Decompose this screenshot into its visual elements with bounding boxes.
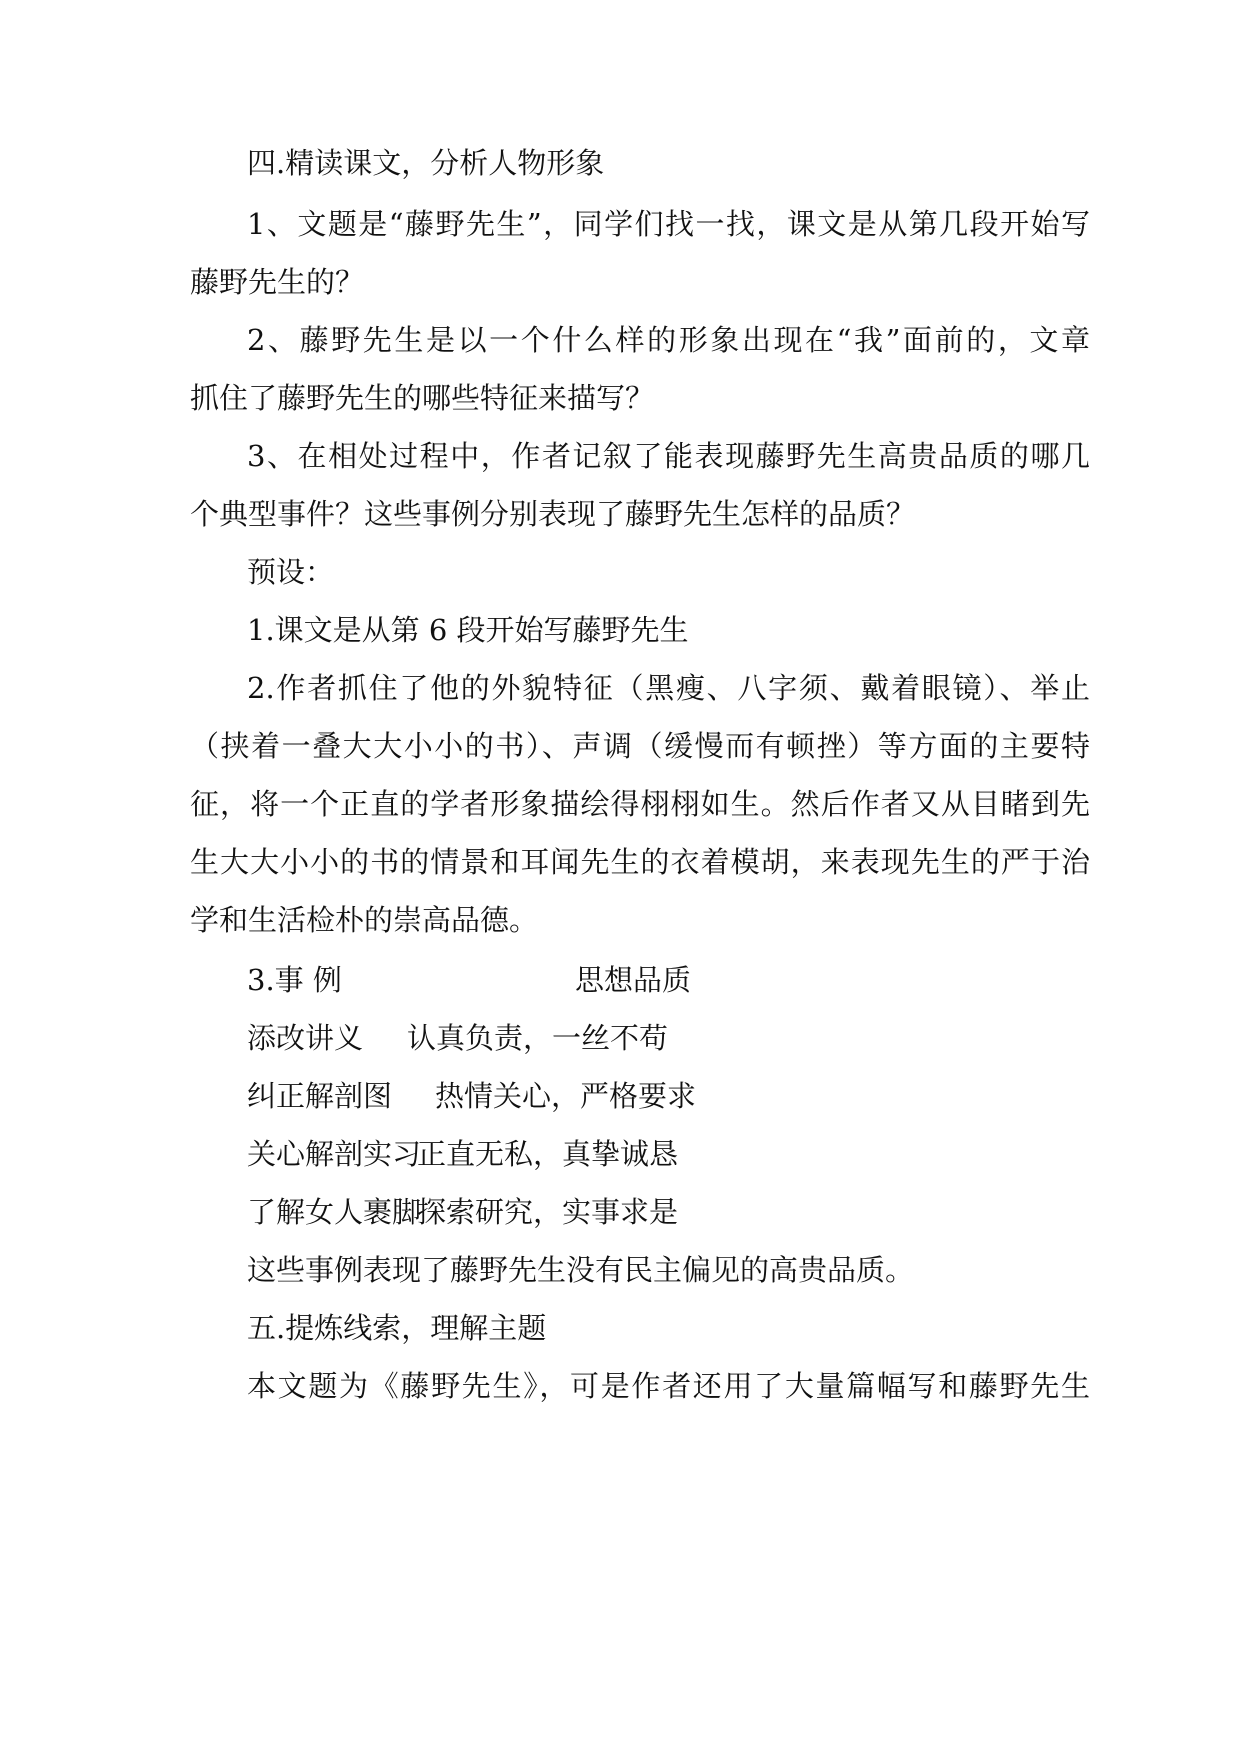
table-row-event: 关心解剖实习 <box>247 1137 422 1171</box>
question-2-line-1: 2、藤野先生是以一个什么样的形象出现在“我”面前的，文章 <box>247 323 1090 357</box>
table-row-quality: 探索研究，实事求是 <box>417 1195 679 1229</box>
table-row <box>247 1076 1090 1116</box>
answer-2-line-2: （挟着一叠大大小小的书）、声调（缓慢而有顿挫）等方面的主要特 <box>190 729 1090 763</box>
table-row <box>247 1018 1090 1058</box>
question-1-line-1: 1、文题是“藤野先生”，同学们找一找，课文是从第几段开始写 <box>247 207 1090 241</box>
table-row <box>247 1134 1090 1174</box>
preset-label: 预设： <box>247 555 335 589</box>
table-row-event: 纠正解剖图 <box>247 1079 393 1113</box>
section-heading-4: 四.精读课文，分析人物形象 <box>247 146 605 180</box>
question-3-line-1: 3、在相处过程中，作者记叙了能表现藤野先生高贵品质的哪几 <box>247 439 1090 473</box>
answer-1: 1.课文是从第 6 段开始写藤野先生 <box>247 613 689 647</box>
question-3-line-2: 个典型事件？这些事例分别表现了藤野先生怎样的品质？ <box>190 497 916 531</box>
table-row <box>247 1192 1090 1232</box>
section-5-paragraph-line-1: 本文题为《藤野先生》，可是作者还用了大量篇幅写和藤野先生 <box>247 1369 1090 1403</box>
question-1-line-2: 藤野先生的？ <box>190 265 365 299</box>
table-header-left: 3.事 例 <box>247 963 342 997</box>
section-heading-5: 五.提炼线索，理解主题 <box>247 1311 547 1345</box>
answer-2-line-1: 2.作者抓住了他的外貌特征（黑瘦、八字须、戴着眼镜）、举止 <box>247 671 1090 705</box>
answer-2-line-3: 征，将一个正直的学者形象描绘得栩栩如生。然后作者又从目睹到先 <box>190 787 1090 821</box>
table-row-quality: 正直无私，真挚诚恳 <box>417 1137 679 1171</box>
table-row-event: 添改讲义 <box>247 1021 364 1055</box>
answer-2-line-5: 学和生活检朴的崇高品德。 <box>190 903 539 937</box>
table-header-right: 思想品质 <box>575 963 692 997</box>
question-2-line-2: 抓住了藤野先生的哪些特征来描写？ <box>190 381 655 415</box>
table-summary: 这些事例表现了藤野先生没有民主偏见的高贵品质。 <box>247 1253 915 1287</box>
table-header <box>247 960 1090 1000</box>
table-row-quality: 认真负责，一丝不苟 <box>407 1021 669 1055</box>
table-row-event: 了解女人裹脚 <box>247 1195 422 1229</box>
answer-2-line-4: 生大大小小的书的情景和耳闻先生的衣着模胡，来表现先生的严于治 <box>190 845 1090 879</box>
table-row-quality: 热情关心，严格要求 <box>435 1079 697 1113</box>
